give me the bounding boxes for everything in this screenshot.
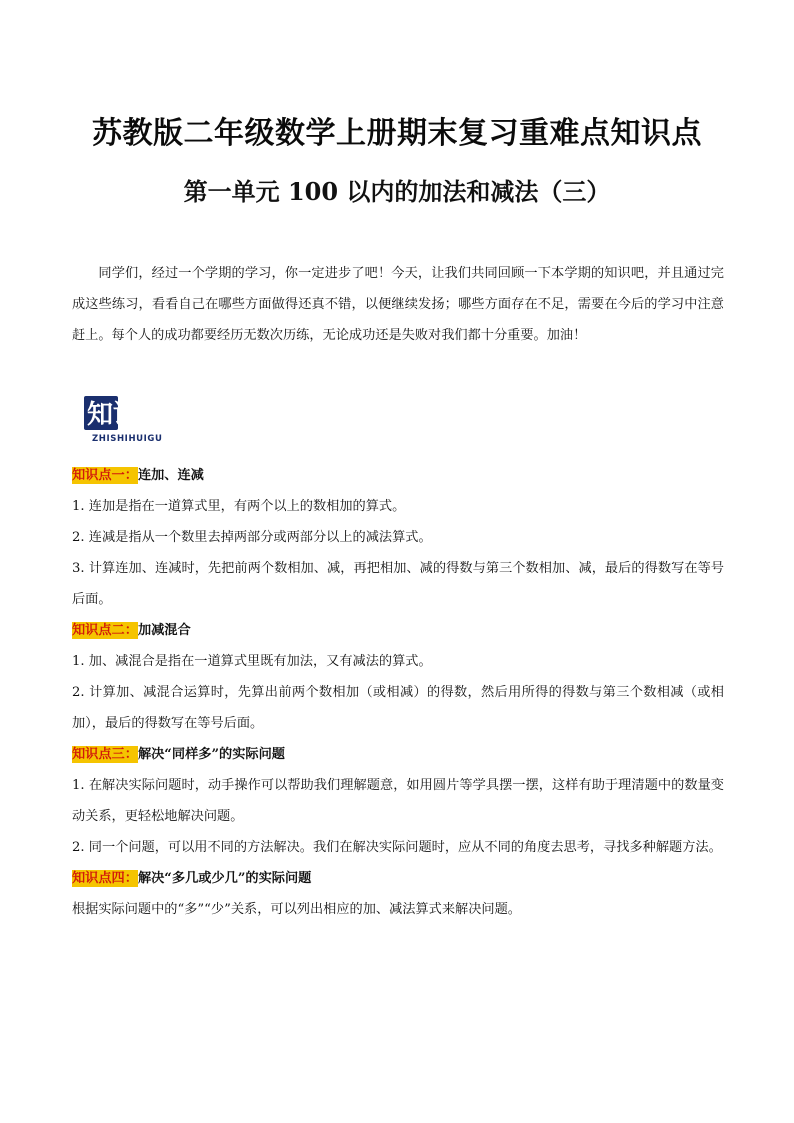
knowledge-point-heading — [72, 615, 724, 646]
intro-paragraph: 同学们，经过一个学期的学习，你一定进步了吧！今天，让我们共同回顾一下本学期的知识吧，并且通过完成这些练习，看看自己在哪些方面做得还真不错，以便继续发扬；哪些方面存在不足，需要在今后的学习中注意赶上。每个人的成功都要经历无数次历练，无论成功还是失败对我们都十分重要。加油！ — [72, 266, 724, 343]
knowledge-point-item: 1. 加、减混合是指在一道算式里既有加法，又有减法的算式。 — [72, 654, 432, 669]
knowledge-point-title: 加减混合 — [137, 623, 191, 638]
knowledge-point-item: 2. 计算加、减混合运算时，先算出前两个数相加（或相减）的得数，然后用所得的得数与第三个数相减（或相加），最后的得数写在等号后面。 — [72, 685, 724, 731]
knowledge-point-item: 1. 连加是指在一道算式里，有两个以上的数相加的算式。 — [72, 499, 406, 514]
knowledge-point-title: 连加、连减 — [137, 468, 204, 483]
page-title: 苏教版二年级数学上册期末复习重难点知识点 — [92, 116, 702, 151]
logo-text: 知识回顾 — [87, 400, 192, 430]
knowledge-point-tag: 知识点二： — [72, 623, 138, 638]
logo-subtext: ZHISHIHUIGU — [92, 434, 163, 443]
knowledge-point-item: 2. 连减是指从一个数里去掉两部分或两部分以上的减法算式。 — [72, 530, 432, 545]
knowledge-point-item: 2. 同一个问题，可以用不同的方法解决。我们在解决实际问题时，应从不同的角度去思考，寻找多种解题方法。 — [72, 840, 722, 855]
knowledge-point-tag: 知识点一： — [72, 468, 138, 483]
knowledge-review-logo — [84, 393, 214, 443]
knowledge-point-tag: 知识点三： — [72, 747, 138, 762]
knowledge-point-heading — [72, 863, 724, 894]
knowledge-point-heading — [72, 739, 724, 770]
knowledge-point-heading — [72, 460, 724, 491]
knowledge-point-item: 3. 计算连加、连减时，先把前两个数相加、减，再把相加、减的得数与第三个数相加、减，最后的得数写在等号后面。 — [72, 561, 724, 607]
knowledge-point-title: 解决“同样多”的实际问题 — [137, 747, 285, 762]
knowledge-point-item: 根据实际问题中的“多”“少”关系，可以列出相应的加、减法算式来解决问题。 — [72, 902, 521, 917]
knowledge-point-tag: 知识点四： — [72, 871, 138, 886]
knowledge-points — [72, 460, 724, 925]
unit-subtitle: 第一单元 100 以内的加法和减法（三） — [183, 177, 611, 206]
knowledge-point-title: 解决“多几或少几”的实际问题 — [137, 871, 312, 886]
knowledge-point-item: 1. 在解决实际问题时，动手操作可以帮助我们理解题意，如用圆片等学具摆一摆，这样有助于理清题中的数量变动关系，更轻松地解决问题。 — [72, 778, 724, 824]
